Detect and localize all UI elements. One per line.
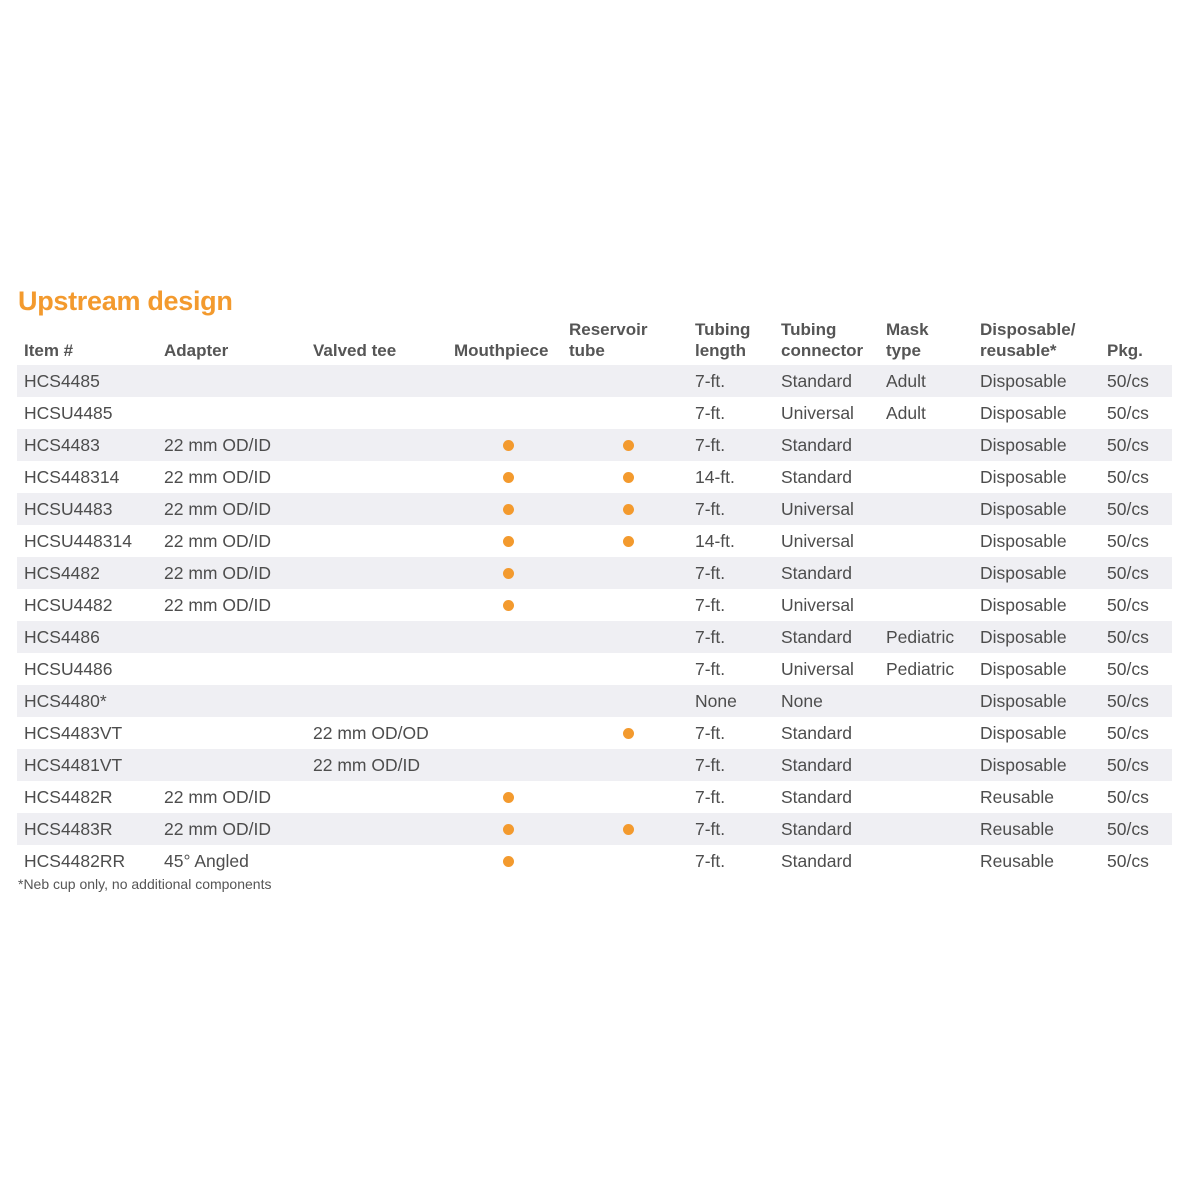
disposable-cell: Disposable	[980, 594, 1067, 615]
reservoir-tube-cell	[562, 685, 688, 717]
table-row	[17, 525, 1172, 557]
table-row	[17, 589, 1172, 621]
pkg-cell: 50/cs	[1100, 557, 1172, 589]
orange-dot-icon	[503, 472, 514, 483]
valved-tee-cell	[306, 397, 447, 429]
pkg-cell: 50/cs	[1100, 493, 1172, 525]
tubing-connector-cell: Universal	[781, 530, 854, 551]
orange-dot-icon	[623, 440, 634, 451]
adapter-cell: 22 mm OD/ID	[157, 557, 306, 589]
disposable-cell: Disposable	[973, 429, 1100, 461]
pkg-cell: 50/cs	[1107, 402, 1149, 423]
valved-tee-cell	[306, 845, 447, 877]
valved-tee-cell: 22 mm OD/ID	[306, 749, 447, 781]
valved-tee-cell	[306, 781, 447, 813]
valved-tee-cell	[306, 525, 447, 557]
column-header-line: Pkg.	[1107, 341, 1143, 360]
mouthpiece-cell	[447, 429, 562, 461]
disposable-cell: Reusable	[980, 850, 1054, 871]
reservoir-tube-cell	[562, 461, 688, 493]
tubing-connector-cell: Standard	[781, 850, 853, 871]
mouthpiece-cell	[447, 717, 562, 749]
table-row	[17, 429, 1172, 461]
adapter-cell: 22 mm OD/ID	[157, 493, 306, 525]
item-cell: HCSU4486	[24, 658, 113, 679]
pkg-cell: 50/cs	[1107, 466, 1149, 487]
pkg-cell: 50/cs	[1107, 530, 1149, 551]
reservoir-tube-cell	[562, 429, 688, 461]
tubing-length-cell: 7-ft.	[688, 621, 774, 653]
pkg-cell: 50/cs	[1100, 365, 1172, 397]
item-cell: HCS4482	[17, 557, 157, 589]
mouthpiece-cell	[447, 653, 562, 685]
mouthpiece-cell	[447, 749, 562, 781]
tubing-length-cell: 7-ft.	[695, 786, 726, 807]
orange-dot-icon	[503, 856, 514, 867]
tubing-connector-cell: Standard	[774, 621, 879, 653]
mouthpiece-cell	[447, 685, 562, 717]
column-header-line: Valved tee	[313, 341, 397, 360]
table-row	[17, 749, 1172, 781]
orange-dot-icon	[503, 600, 514, 611]
adapter-cell	[157, 653, 306, 685]
valved-tee-cell	[306, 589, 447, 621]
pkg-cell: 50/cs	[1100, 749, 1172, 781]
mouthpiece-cell	[447, 845, 562, 877]
column-header-line: Reservoir	[569, 320, 648, 339]
reservoir-tube-cell	[562, 365, 688, 397]
tubing-connector-cell: Standard	[774, 557, 879, 589]
item-cell: HCSU4485	[24, 402, 113, 423]
adapter-cell	[157, 397, 306, 429]
table-row	[17, 685, 1172, 717]
reservoir-tube-cell	[562, 557, 688, 589]
mouthpiece-cell	[447, 781, 562, 813]
column-header-line: connector	[781, 341, 864, 360]
table-row	[17, 781, 1172, 813]
mask-type-cell	[879, 461, 973, 493]
column-header-pkg	[1100, 319, 1172, 365]
table-header-row	[17, 319, 1172, 365]
tubing-length-cell: 7-ft.	[695, 594, 726, 615]
pkg-cell: 50/cs	[1107, 658, 1149, 679]
tubing-length-cell: 7-ft.	[695, 658, 726, 679]
table-row	[17, 813, 1172, 845]
tubing-connector-cell: Universal	[781, 658, 854, 679]
reservoir-tube-cell	[562, 621, 688, 653]
tubing-length-cell: 7-ft.	[695, 402, 726, 423]
adapter-cell: 45° Angled	[164, 850, 249, 871]
valved-tee-cell	[306, 461, 447, 493]
tubing-connector-cell: Standard	[774, 429, 879, 461]
table-row	[17, 653, 1172, 685]
valved-tee-cell	[306, 557, 447, 589]
disposable-cell: Disposable	[980, 402, 1067, 423]
item-cell: HCSU4482	[24, 594, 113, 615]
valved-tee-cell	[306, 493, 447, 525]
reservoir-tube-cell	[562, 397, 688, 429]
pkg-cell: 50/cs	[1107, 594, 1149, 615]
tubing-connector-cell: Standard	[774, 365, 879, 397]
column-header-disposable-reusable	[973, 319, 1100, 365]
pkg-cell: 50/cs	[1107, 722, 1149, 743]
orange-dot-icon	[503, 536, 514, 547]
orange-dot-icon	[503, 824, 514, 835]
adapter-cell: 22 mm OD/ID	[164, 466, 271, 487]
adapter-cell: 22 mm OD/ID	[157, 813, 306, 845]
column-header-line: reusable*	[980, 341, 1057, 360]
column-header-mouthpiece	[447, 319, 562, 365]
column-header-tubing-length	[688, 319, 774, 365]
adapter-cell	[157, 685, 306, 717]
item-cell: HCS4483R	[17, 813, 157, 845]
orange-dot-icon	[623, 472, 634, 483]
tubing-length-cell: 14-ft.	[695, 530, 735, 551]
reservoir-tube-cell	[562, 525, 688, 557]
mask-type-cell	[879, 813, 973, 845]
item-cell: HCSU4483	[17, 493, 157, 525]
column-header-mask-type	[879, 319, 973, 365]
orange-dot-icon	[623, 728, 634, 739]
item-cell: HCS4481VT	[17, 749, 157, 781]
mouthpiece-cell	[447, 365, 562, 397]
item-cell: HCS448314	[24, 466, 120, 487]
table-body	[17, 365, 1172, 877]
column-header-line: Item #	[24, 341, 74, 360]
mouthpiece-cell	[447, 621, 562, 653]
valved-tee-cell	[306, 685, 447, 717]
reservoir-tube-cell	[562, 781, 688, 813]
tubing-length-cell: 7-ft.	[688, 429, 774, 461]
pkg-cell: 50/cs	[1107, 850, 1149, 871]
reservoir-tube-cell	[562, 845, 688, 877]
column-header-item	[17, 319, 157, 365]
column-header-line: Mask	[886, 320, 929, 339]
mask-type-cell	[879, 493, 973, 525]
tubing-connector-cell: Universal	[774, 493, 879, 525]
tubing-length-cell: 7-ft.	[688, 749, 774, 781]
mask-type-cell	[879, 589, 973, 621]
pkg-cell: 50/cs	[1100, 685, 1172, 717]
disposable-cell: Reusable	[973, 813, 1100, 845]
tubing-connector-cell: Universal	[781, 402, 854, 423]
valved-tee-cell	[306, 621, 447, 653]
table-row	[17, 557, 1172, 589]
mouthpiece-cell	[447, 525, 562, 557]
adapter-cell	[157, 365, 306, 397]
column-header-line: Disposable/	[980, 320, 1076, 339]
valved-tee-cell: 22 mm OD/OD	[313, 722, 429, 743]
adapter-cell: 22 mm OD/ID	[164, 786, 271, 807]
mouthpiece-cell	[447, 397, 562, 429]
spec-table	[17, 319, 1172, 877]
tubing-connector-cell: None	[774, 685, 879, 717]
table-row	[17, 461, 1172, 493]
table-row	[17, 493, 1172, 525]
adapter-cell: 22 mm OD/ID	[164, 594, 271, 615]
tubing-connector-cell: Universal	[781, 594, 854, 615]
mask-type-cell	[879, 749, 973, 781]
column-header-line: Tubing	[781, 320, 837, 339]
mask-type-cell	[879, 429, 973, 461]
item-cell: HCS4482RR	[24, 850, 126, 871]
disposable-cell: Disposable	[980, 722, 1067, 743]
column-header-adapter	[157, 319, 306, 365]
disposable-cell: Disposable	[973, 365, 1100, 397]
mask-type-cell	[879, 781, 973, 813]
mask-type-cell	[879, 685, 973, 717]
footnote: *Neb cup only, no additional components	[18, 876, 272, 892]
disposable-cell: Disposable	[973, 749, 1100, 781]
item-cell: HCS4483VT	[24, 722, 123, 743]
disposable-cell: Disposable	[980, 658, 1067, 679]
reservoir-tube-cell	[562, 493, 688, 525]
mask-type-cell: Adult	[879, 365, 973, 397]
adapter-cell: 22 mm OD/ID	[157, 429, 306, 461]
item-cell: HCS4480*	[17, 685, 157, 717]
tubing-length-cell: 7-ft.	[688, 365, 774, 397]
orange-dot-icon	[623, 824, 634, 835]
adapter-cell	[157, 717, 306, 749]
orange-dot-icon	[503, 440, 514, 451]
tubing-length-cell: 7-ft.	[695, 722, 726, 743]
valved-tee-cell	[306, 429, 447, 461]
tubing-connector-cell: Standard	[781, 466, 853, 487]
mask-type-cell	[879, 557, 973, 589]
adapter-cell	[157, 749, 306, 781]
orange-dot-icon	[503, 568, 514, 579]
adapter-cell: 22 mm OD/ID	[164, 530, 271, 551]
tubing-length-cell: 7-ft.	[688, 813, 774, 845]
item-cell: HCS4485	[17, 365, 157, 397]
mouthpiece-cell	[447, 813, 562, 845]
tubing-connector-cell: Standard	[774, 749, 879, 781]
column-header-line: Adapter	[164, 341, 229, 360]
table-row	[17, 621, 1172, 653]
mouthpiece-cell	[447, 557, 562, 589]
mask-type-cell: Adult	[886, 402, 926, 423]
tubing-length-cell: None	[688, 685, 774, 717]
item-cell: HCS4483	[17, 429, 157, 461]
item-cell: HCS4486	[17, 621, 157, 653]
disposable-cell: Disposable	[973, 557, 1100, 589]
mask-type-cell	[879, 845, 973, 877]
disposable-cell: Disposable	[973, 621, 1100, 653]
table-row	[17, 397, 1172, 429]
tubing-connector-cell: Standard	[781, 786, 853, 807]
disposable-cell: Disposable	[980, 466, 1067, 487]
mask-type-cell: Pediatric	[879, 621, 973, 653]
orange-dot-icon	[623, 504, 634, 515]
pkg-cell: 50/cs	[1100, 621, 1172, 653]
column-header-reservoir-tube	[562, 319, 688, 365]
disposable-cell: Disposable	[980, 530, 1067, 551]
reservoir-tube-cell	[562, 589, 688, 621]
adapter-cell	[157, 621, 306, 653]
mask-type-cell	[879, 717, 973, 749]
reservoir-tube-cell	[562, 653, 688, 685]
tubing-length-cell: 7-ft.	[695, 850, 726, 871]
table-row	[17, 717, 1172, 749]
column-header-line: length	[695, 341, 746, 360]
tubing-connector-cell: Standard	[774, 813, 879, 845]
column-header-line: Mouthpiece	[454, 341, 549, 360]
column-header-valved-tee	[306, 319, 447, 365]
column-header-line: Tubing	[695, 320, 751, 339]
valved-tee-cell	[306, 653, 447, 685]
reservoir-tube-cell	[562, 717, 688, 749]
disposable-cell: Disposable	[973, 685, 1100, 717]
column-header-line: type	[886, 341, 921, 360]
reservoir-tube-cell	[562, 749, 688, 781]
table-row	[17, 845, 1172, 877]
column-header-tubing-connector	[774, 319, 879, 365]
reservoir-tube-cell	[562, 813, 688, 845]
pkg-cell: 50/cs	[1100, 813, 1172, 845]
tubing-length-cell: 7-ft.	[688, 493, 774, 525]
orange-dot-icon	[623, 536, 634, 547]
mouthpiece-cell	[447, 493, 562, 525]
item-cell: HCSU448314	[24, 530, 132, 551]
tubing-connector-cell: Standard	[781, 722, 853, 743]
tubing-length-cell: 7-ft.	[688, 557, 774, 589]
mouthpiece-cell	[447, 461, 562, 493]
mask-type-cell: Pediatric	[886, 658, 955, 679]
mouthpiece-cell	[447, 589, 562, 621]
table-row	[17, 365, 1172, 397]
orange-dot-icon	[503, 792, 514, 803]
mask-type-cell	[879, 525, 973, 557]
item-cell: HCS4482R	[24, 786, 113, 807]
pkg-cell: 50/cs	[1107, 786, 1149, 807]
column-header-line: tube	[569, 341, 605, 360]
pkg-cell: 50/cs	[1100, 429, 1172, 461]
orange-dot-icon	[503, 504, 514, 515]
valved-tee-cell	[306, 365, 447, 397]
tubing-length-cell: 14-ft.	[695, 466, 735, 487]
disposable-cell: Reusable	[980, 786, 1054, 807]
page-title: Upstream design	[18, 286, 233, 316]
valved-tee-cell	[306, 813, 447, 845]
disposable-cell: Disposable	[973, 493, 1100, 525]
